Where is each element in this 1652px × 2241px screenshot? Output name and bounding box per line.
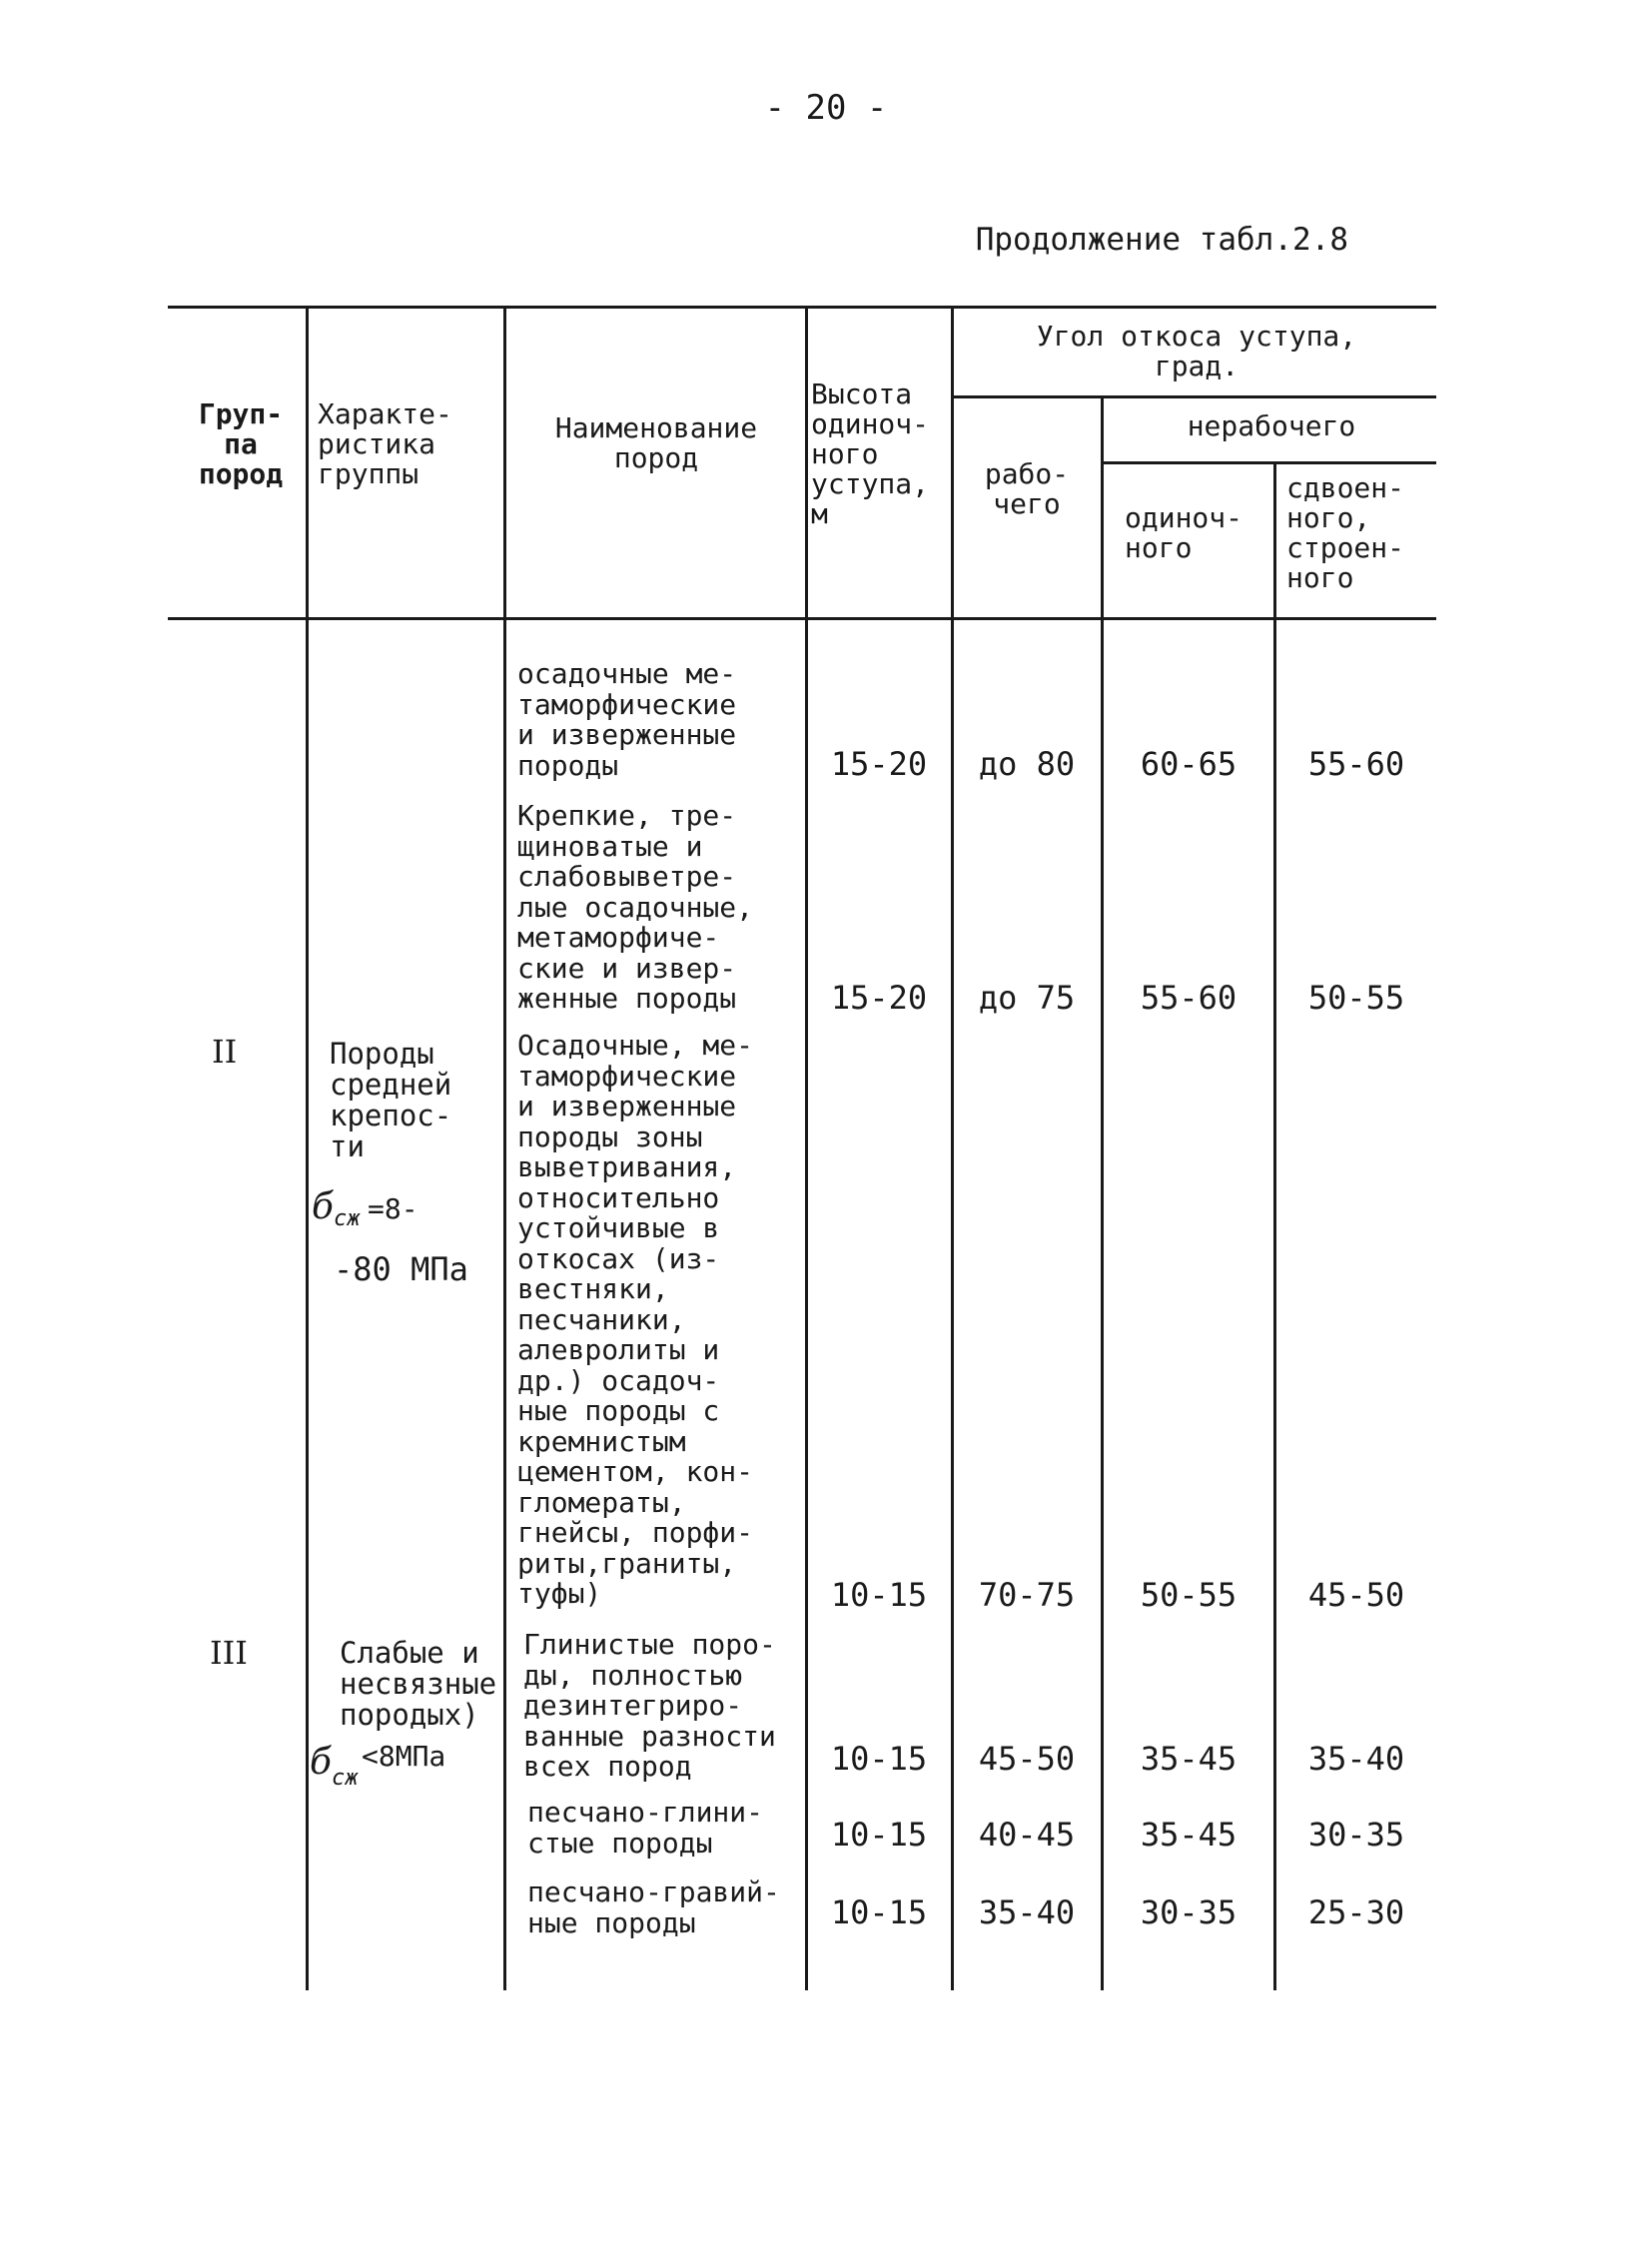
group-3-strength-limit: <8МПа: [362, 1740, 446, 1773]
single-angle-cell: 35-45: [1140, 1816, 1238, 1854]
group-number-2: II: [212, 1033, 238, 1071]
sigma-subscript: сж: [332, 1766, 359, 1791]
header-rock-name: Наименование пород: [554, 411, 758, 474]
working-angle-cell: до 75: [978, 979, 1076, 1017]
single-angle-cell: 50-55: [1140, 1576, 1238, 1614]
column-divider-6: [1273, 463, 1276, 1990]
bench-height-cell: 15-20: [830, 979, 928, 1017]
single-angle-cell: 55-60: [1140, 979, 1238, 1017]
rock-name-cell: песчано-гравий- ные породы: [527, 1875, 780, 1939]
working-angle-cell: 40-45: [978, 1816, 1076, 1854]
double-angle-cell: 35-40: [1307, 1740, 1405, 1778]
working-angle-cell: 70-75: [978, 1576, 1076, 1614]
sigma-subscript: сж: [334, 1206, 361, 1231]
header-double-triple: сдвоен- ного, строен- ного: [1286, 471, 1405, 594]
header-bench-height: Высота одиноч- ного уступа, м: [811, 377, 930, 530]
table-top-rule: [168, 306, 1436, 309]
rock-name-cell: осадочные ме- таморфические и изверженные породы: [517, 657, 737, 782]
header-characteristic: Характе- ристика группы: [318, 397, 452, 490]
header-bottom-rule: [168, 617, 1436, 620]
single-angle-cell: 60-65: [1140, 745, 1238, 783]
double-angle-cell: 55-60: [1307, 745, 1405, 783]
single-angle-cell: 30-35: [1140, 1893, 1238, 1931]
rock-name-cell: Крепкие, тре- щиноватые и слабовыветре- лые осадочные, метаморфиче- ские и извер- женные породы: [517, 799, 754, 1015]
page-number: - 20 -: [764, 88, 888, 128]
column-divider-3: [805, 308, 808, 1990]
group-3-characteristic: Слабые и несвязные породых): [340, 1636, 497, 1732]
double-angle-cell: 30-35: [1307, 1816, 1405, 1854]
group-2-strength-range-end: -80 МПа: [334, 1250, 468, 1288]
double-angle-cell: 45-50: [1307, 1576, 1405, 1614]
bench-height-cell: 10-15: [830, 1816, 928, 1854]
group-2-strength-range-start: =8-: [368, 1192, 418, 1225]
bench-height-cell: 10-15: [830, 1576, 928, 1614]
double-angle-cell: 25-30: [1307, 1893, 1405, 1931]
working-angle-cell: 35-40: [978, 1893, 1076, 1931]
bench-height-cell: 10-15: [830, 1893, 928, 1931]
double-angle-cell: 50-55: [1307, 979, 1405, 1017]
table-continuation-label: Продолжение табл.2.8: [975, 222, 1348, 258]
header-group: Груп- па пород: [198, 397, 284, 490]
working-angle-cell: до 80: [978, 745, 1076, 783]
bench-height-cell: 10-15: [830, 1740, 928, 1778]
column-divider-2: [503, 308, 506, 1990]
column-divider-1: [306, 308, 309, 1990]
bench-height-cell: 15-20: [830, 745, 928, 783]
header-working: рабо- чего: [984, 457, 1070, 520]
header-slope-angle: Угол откоса уступа, град.: [1036, 320, 1357, 382]
column-divider-4: [951, 308, 954, 1990]
group-number-3: III: [210, 1634, 248, 1672]
single-angle-cell: 35-45: [1140, 1740, 1238, 1778]
column-divider-5: [1101, 397, 1104, 1990]
header-nonworking: нерабочего: [1187, 409, 1356, 442]
header-single: одиноч- ного: [1125, 501, 1243, 564]
rock-name-cell: Глинистые поро- ды, полностью дезинтегриро- ванные разности всех пород: [523, 1628, 776, 1783]
sigma-symbol: б: [310, 1742, 332, 1783]
rock-name-cell: Осадочные, ме- таморфические и изверженные породы зоны выветривания, относительно устойчивые в откосах (из- вестняки, песчаники, алевролиты и др.) осадоч- ные породы с кремнистым цементом, кон- гломераты, гнейсы, порфи- риты,граниты, туфы): [517, 1029, 754, 1610]
group-2-characteristic: Породы средней крепос- ти: [330, 1037, 452, 1163]
rock-name-cell: песчано-глини- стые породы: [527, 1796, 764, 1860]
sigma-symbol: б: [312, 1186, 334, 1227]
angle-subheader-rule: [953, 395, 1436, 398]
nonworking-subheader-rule: [1104, 461, 1436, 464]
working-angle-cell: 45-50: [978, 1740, 1076, 1778]
